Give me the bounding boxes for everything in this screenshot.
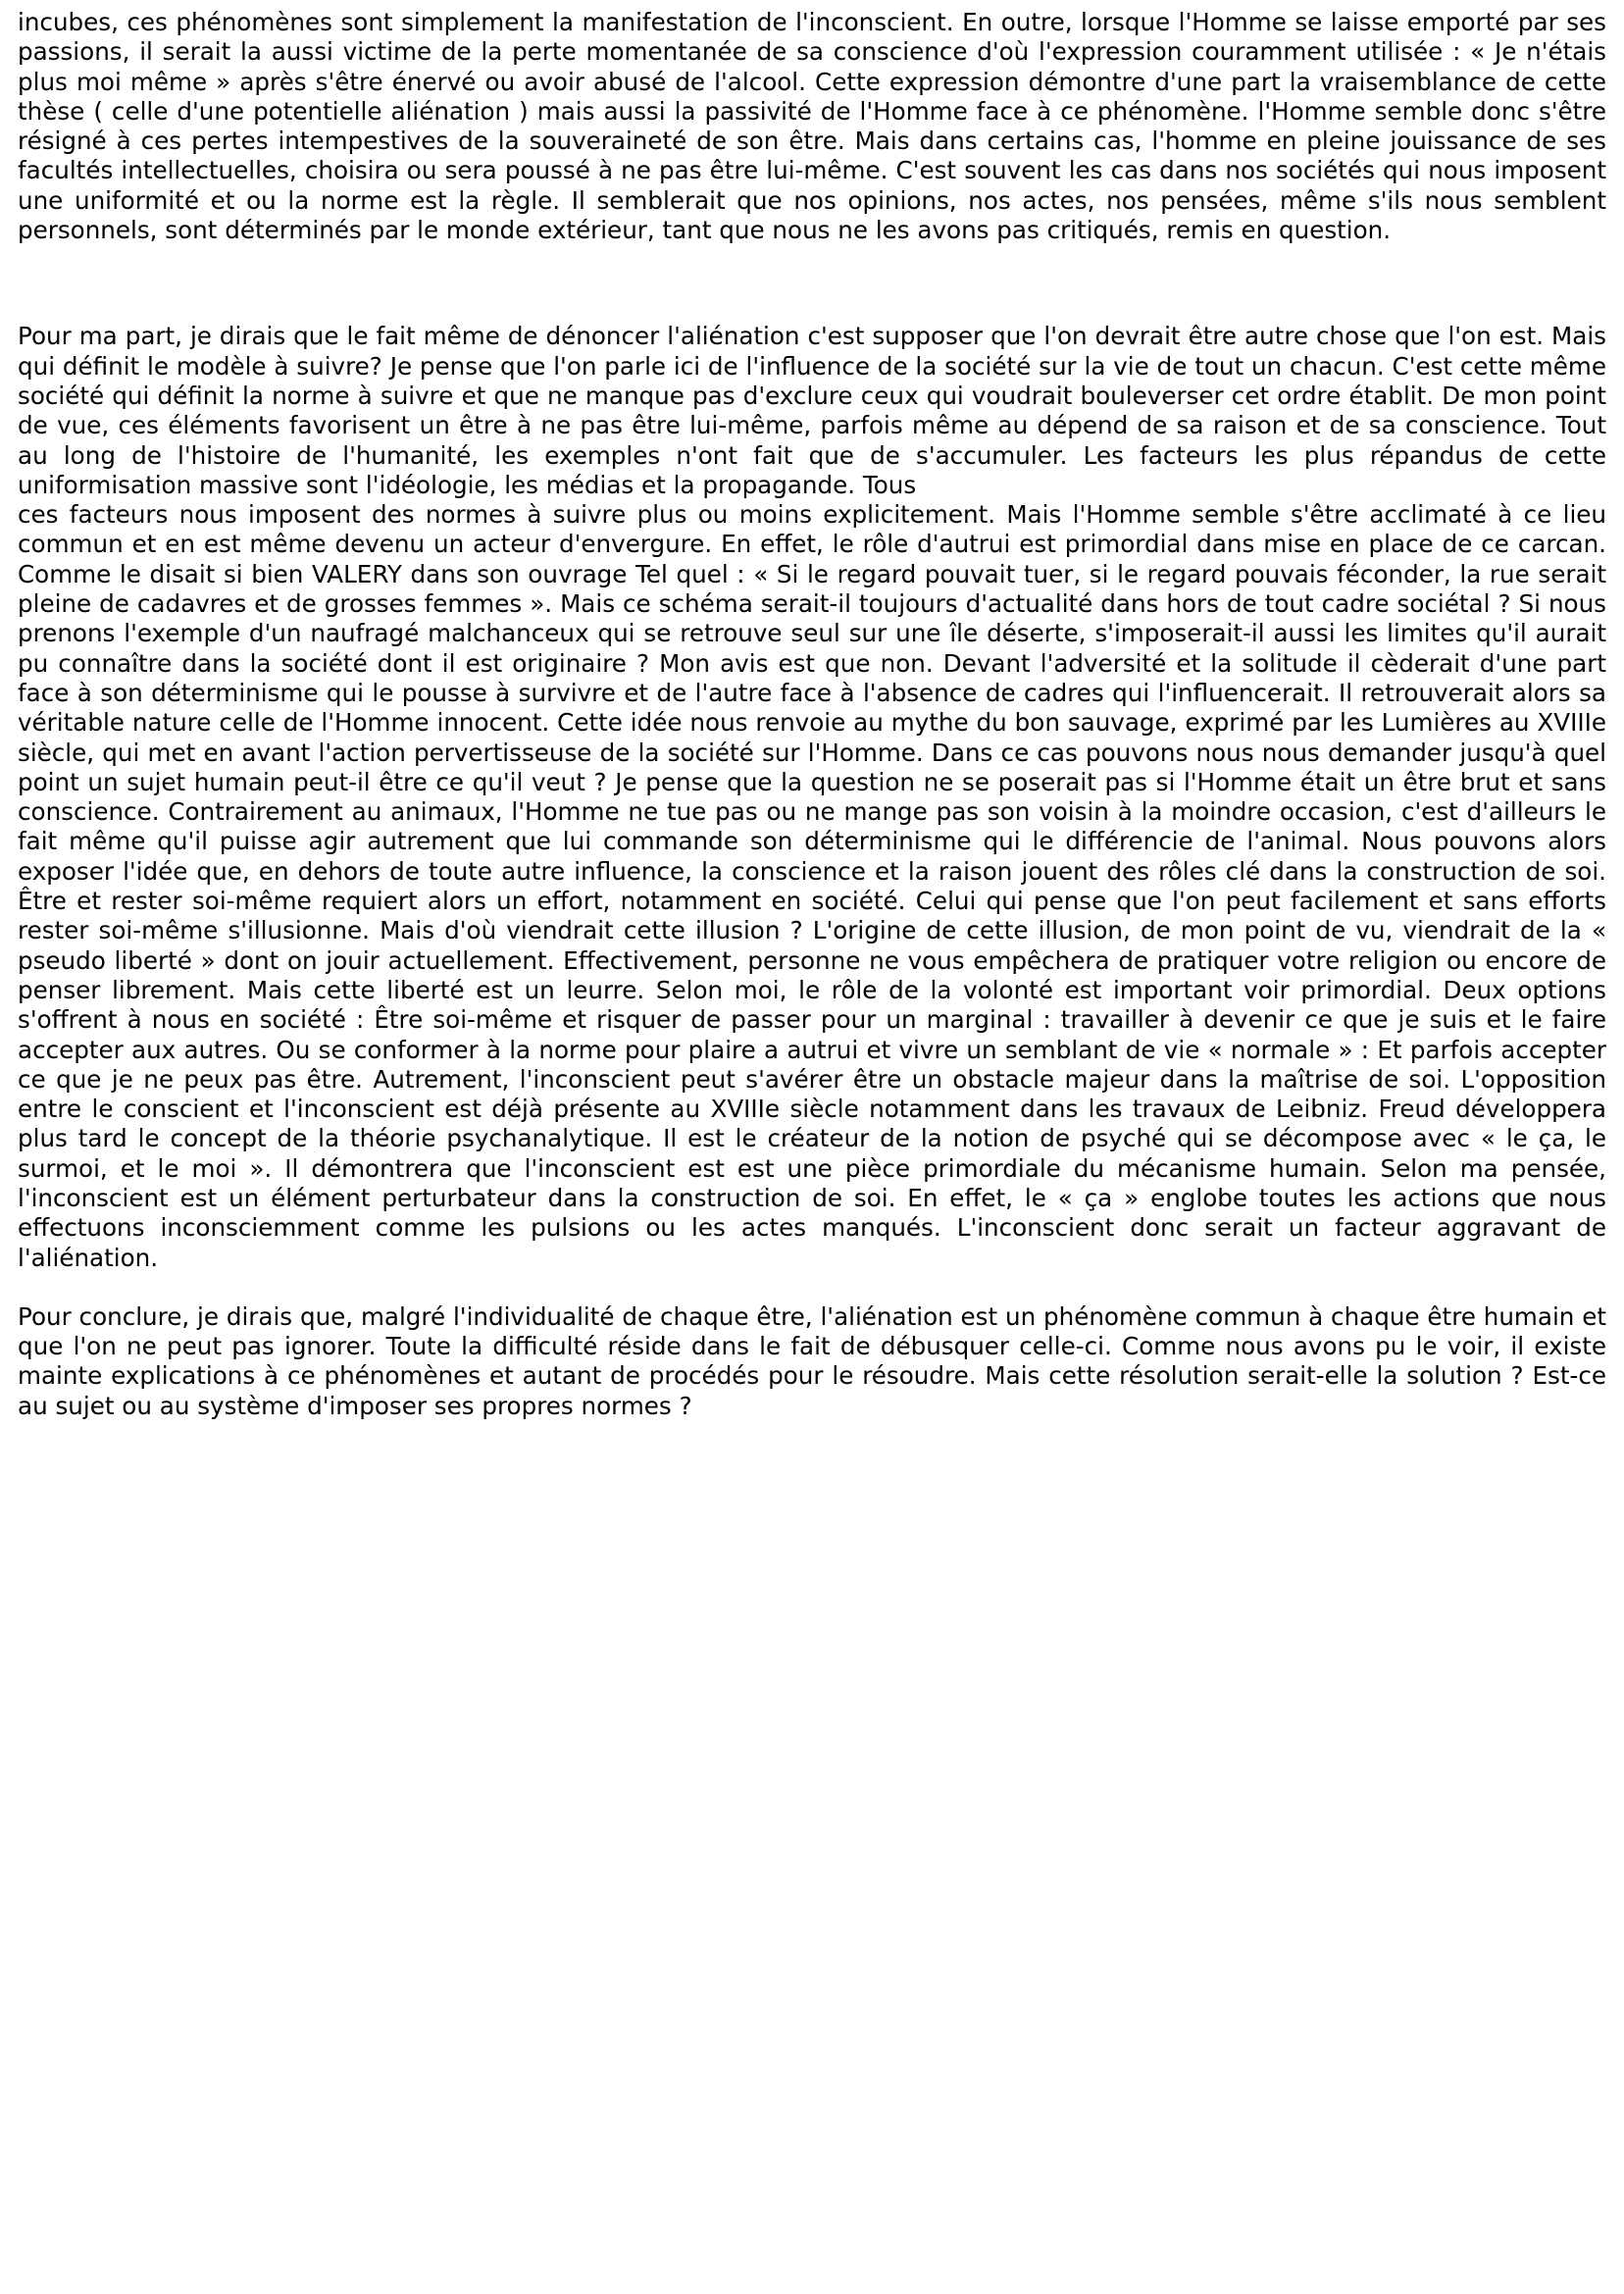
- paragraph-factors-and-consciousness: ces facteurs nous imposent des normes à suivre plus ou moins explicitement. Mais l'Homme semble s'être acclimaté à ce lieu commun et en est même devenu un acteur d'envergure. En effet, le rôle d'autrui est primordial dans mise en place de ce carcan. Comme le disait si bien VALERY dans son ouvrage Tel quel : « Si le regard pouvait tuer, si le regard pouvais féconder, la rue serait pleine de cadavres et de grosses femmes ». Mais ce schéma serait-il toujours d'actualité dans hors de tout cadre sociétal ? Si nous prenons l'exemple d'un naufragé malchanceux qui se retrouve seul sur une île déserte, s'imposerait-il aussi les limites qu'il aurait pu connaître dans la société dont il est originaire ? Mon avis est que non. Devant l'adversité et la solitude il cèderait d'une part face à son déterminisme qui le pousse à survivre et de l'autre face à l'absence de cadres qui l'influencerait. Il retrouverait alors sa véritable nature celle de l'Homme innocent. Cette idée nous renvoie au mythe du bon sauvage, exprimé par les Lumières au XVIIIe siècle, qui met en avant l'action pervertisseuse de la société sur l'Homme. Dans ce cas pouvons nous nous demander jusqu'à quel point un sujet humain peut-il être ce qu'il veut ? Je pense que la question ne se poserait pas si l'Homme était un être brut et sans conscience. Contrairement au animaux, l'Homme ne tue pas ou ne mange pas son voisin à la moindre occasion, c'est d'ailleurs le fait même qu'il puisse agir autrement que lui commande son déterminisme qui le différencie de l'animal. Nous pouvons alors exposer l'idée que, en dehors de toute autre influence, la conscience et la raison jouent des rôles clé dans la construction de soi. Être et rester soi-même requiert alors un effort, notamment en société. Celui qui pense que l'on peut facilement et sans efforts rester soi-même s'illusionne. Mais d'où viendrait cette illusion ? L'origine de cette illusion, de mon point de vu, viendrait de la « pseudo liberté » dont on jouir actuellement. Effectivement, personne ne vous empêchera de pratiquer votre religion ou encore de penser librement. Mais cette liberté est un leurre. Selon moi, le rôle de la volonté est important voir primordial. Deux options s'offrent à nous en société : Être soi-même et risquer de passer pour un marginal : travailler à devenir ce que je suis et le faire accepter aux autres. Ou se conformer à la norme pour plaire a autrui et vivre un semblant de vie « normale » : Et parfois accepter ce que je ne peux pas être. Autrement, l'inconscient peut s'avérer être un obstacle majeur dans la maîtrise de soi. L'opposition entre le conscient et l'inconscient est déjà présente au XVIIIe siècle notamment dans les travaux de Leibniz. Freud développera plus tard le concept de la théorie psychanalytique. Il est le créateur de la notion de psyché qui se décompose avec « le ça, le surmoi, et le moi ». Il démontrera que l'inconscient est est une pièce primordiale du mécanisme humain. Selon ma pensée, l'inconscient est un élément perturbateur dans la construction de soi. En effet, le « ça » englobe toutes les actions que nous effectuons inconsciemment comme les pulsions ou les actes manqués. L'inconscient donc serait un facteur aggravant de l'aliénation.: [18, 500, 1606, 1272]
- paragraph-society-norms: Pour ma part, je dirais que le fait même de dénoncer l'aliénation c'est supposer que l'on devrait être autre chose que l'on est. Mais qui définit le modèle à suivre? Je pense que l'on parle ici de l'influence de la société sur la vie de tout un chacun. C'est cette même société qui définit la norme à suivre et que ne manque pas d'exclure ceux qui voudrait bouleverser cet ordre établit. De mon point de vue, ces éléments favorisent un être à ne pas être lui-même, parfois même au dépend de sa raison et de sa conscience. Tout au long de l'histoire de l'humanité, les exemples n'ont fait que de s'accumuler. Les facteurs les plus répandus de cette uniformisation massive sont l'idéologie, les médias et la propagande. Tous: [18, 322, 1606, 499]
- document-body: [18, 8, 1606, 1421]
- paragraph-unconscious-passions: incubes, ces phénomènes sont simplement la manifestation de l'inconscient. En outre, lorsque l'Homme se laisse emporté par ses passions, il serait la aussi victime de la perte momentanée de sa conscience d'où l'expression couramment utilisée : « Je n'étais plus moi même » après s'être énervé ou avoir abusé de l'alcool. Cette expression démontre d'une part la vraisemblance de cette thèse ( celle d'une potentielle aliénation ) mais aussi la passivité de l'Homme face à ce phénomène. l'Homme semble donc s'être résigné à ces pertes intempestives de la souveraineté de son être. Mais dans certains cas, l'homme en pleine jouissance de ses facultés intellectuelles, choisira ou sera poussé à ne pas être lui-même. C'est souvent les cas dans nos sociétés qui nous imposent une uniformité et ou la norme est la règle. Il semblerait que nos opinions, nos actes, nos pensées, même s'ils nous semblent personnels, sont déterminés par le monde extérieur, tant que nous ne les avons pas critiqués, remis en question.: [18, 8, 1606, 245]
- paragraph-conclusion: Pour conclure, je dirais que, malgré l'individualité de chaque être, l'aliénation est un phénomène commun à chaque être humain et que l'on ne peut pas ignorer. Toute la difficulté réside dans le fait de débusquer celle-ci. Comme nous avons pu le voir, il existe mainte explications à ce phénomènes et autant de procédés pour le résoudre. Mais cette résolution serait-elle la solution ? Est-ce au sujet ou au système d'imposer ses propres normes ?: [18, 1301, 1606, 1420]
